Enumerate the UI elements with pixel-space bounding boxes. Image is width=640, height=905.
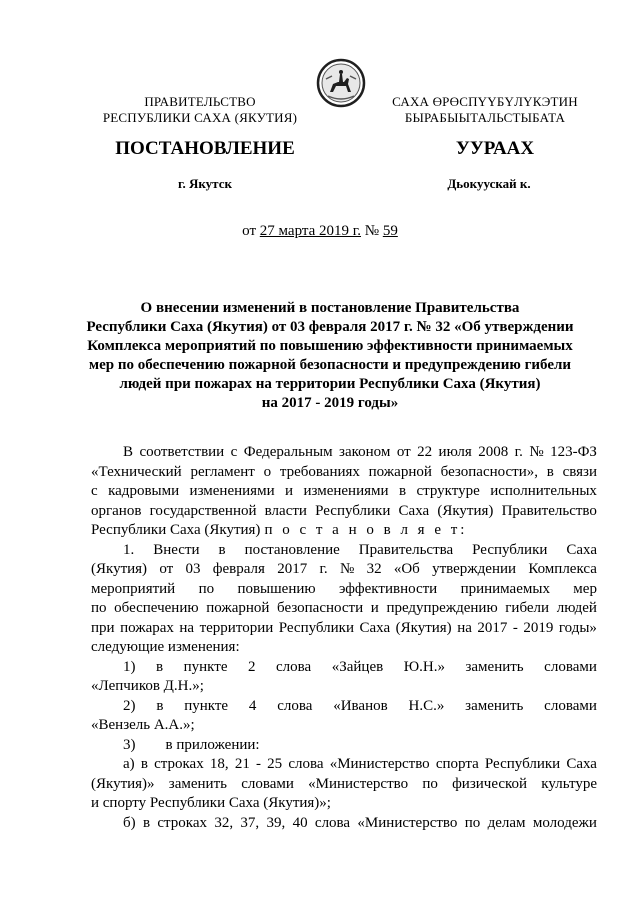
body-word: территории (199, 619, 274, 636)
title-line: людей при пожарах на территории Республики Саха (Якутия) (119, 376, 541, 392)
body-word: (Якутия) (91, 561, 148, 577)
body-word: «Иванов (333, 697, 388, 714)
body-word: Саха (398, 502, 430, 519)
decree-number: 59 (382, 223, 398, 239)
title-line: на 2017 - 2019 годы» (261, 395, 399, 411)
body-word: молодежи (532, 814, 597, 831)
body-word: в (156, 658, 164, 675)
body-word: заменить (168, 775, 227, 792)
body-word: 22 (417, 444, 433, 460)
body-word: февраля (212, 561, 265, 577)
body-word: 2017 (477, 619, 508, 636)
body-word: 39, (266, 814, 286, 831)
body-word: от (396, 444, 411, 460)
body-line (91, 775, 597, 795)
body-word: повышению (237, 580, 316, 597)
body-word: пожарной (206, 600, 270, 616)
body-word: 1. (123, 541, 135, 558)
body-word: регламент (190, 463, 255, 480)
body-word: структуре (416, 483, 480, 499)
body-word: Республики (472, 541, 548, 558)
body-word: 123-ФЗ (550, 444, 597, 460)
body-line (91, 443, 597, 463)
body-word: Правительства (358, 541, 454, 558)
body-line (91, 814, 597, 834)
dateline-prefix: от (242, 223, 257, 239)
body-text-spaced: п о с т а н о в л я е т: (264, 522, 468, 538)
decree-title (80, 299, 580, 413)
body-line (91, 677, 597, 697)
body-word: б) (123, 814, 136, 831)
body-word: 03 (185, 561, 201, 577)
body-text: Республики Саха (Якутия) (91, 522, 261, 538)
body-word: 18, (209, 756, 229, 772)
body-word: предупреждению (386, 600, 498, 616)
body-word: 2) (123, 697, 136, 714)
body-word: с (91, 483, 98, 499)
header-left-line1: ПРАВИТЕЛЬСТВО (144, 94, 256, 109)
city-right: Дьокуускай к. (447, 176, 531, 191)
body-word: (Якутия) (437, 502, 494, 519)
body-word: изменениями (189, 483, 275, 499)
body-word: Саха (566, 756, 597, 772)
body-word: на (179, 619, 195, 636)
body-line (91, 580, 597, 600)
body-word: обеспечению (114, 600, 199, 616)
body-word: (Якутия)» (91, 775, 155, 792)
body-word: в (156, 697, 164, 714)
body-word: Саха (359, 619, 391, 636)
body-word: физической (452, 775, 528, 792)
city-left: г. Якутск (178, 176, 232, 191)
body-word: принимаемых (460, 580, 550, 597)
body-word: 32, (214, 814, 234, 831)
body-word: Республики (484, 756, 561, 772)
body-line (91, 697, 597, 717)
header-right-line1: САХА ӨРӨСПҮҮБҮЛҮКЭТИН (392, 94, 578, 109)
body-word: изменениями (303, 483, 389, 499)
body-line (91, 658, 597, 678)
doctype-right: УУРААХ (455, 138, 535, 159)
body-word: Внести (153, 541, 200, 558)
body-line (91, 736, 597, 756)
body-word: от (159, 561, 174, 577)
body-word: 2019 (523, 619, 554, 636)
body-word: 32 (366, 561, 382, 577)
body-text: 3) (123, 736, 136, 753)
body-word: при (91, 619, 115, 636)
body-word: с (230, 444, 238, 460)
body-line (91, 599, 597, 619)
body-word: спорта (435, 756, 479, 772)
header-right (370, 94, 600, 126)
body-word: эффективности (338, 580, 438, 597)
body-word: в (398, 483, 407, 499)
body-word: слова (277, 697, 313, 714)
body-word: и (285, 483, 294, 499)
body-word: в (546, 463, 554, 480)
body-word: людей (556, 600, 597, 616)
body-line (91, 521, 597, 541)
body-line (91, 619, 597, 639)
header-left (90, 94, 310, 126)
body-word: а) (123, 756, 135, 772)
body-word: пожарной (368, 463, 432, 480)
body-word: постановление (244, 541, 340, 558)
body-word: слова (314, 814, 351, 831)
body-word: «Министерство (308, 775, 409, 792)
body-line (91, 463, 597, 483)
body-word: 1) (123, 658, 136, 675)
body-word: Комплекса (528, 561, 597, 577)
body-text: в приложении: (165, 736, 260, 753)
body-text: и спорту Республики Саха (Якутия)»; (91, 795, 331, 811)
body-word: 21 (234, 756, 250, 772)
body-word: мероприятий (91, 580, 176, 597)
body-word: и (370, 600, 379, 616)
body-word: кадровыми (108, 483, 180, 499)
body-word: заменить (465, 658, 524, 675)
body-word: слова (276, 658, 312, 675)
body-word: словами (544, 697, 597, 714)
title-line: Комплекса мероприятий по повышению эффективности принимаемых (87, 338, 573, 354)
body-word: «Технический (91, 463, 182, 480)
body-word: Республики (278, 619, 354, 636)
body-word: «Министерство (357, 814, 458, 831)
body-line (91, 755, 597, 775)
body-word: пункте (184, 697, 229, 714)
body-word: требованиях (279, 463, 360, 480)
body-word: словами (241, 775, 294, 792)
body-word: № (529, 444, 544, 460)
body-line (91, 794, 597, 814)
body-line (91, 560, 597, 580)
body-line (91, 482, 597, 502)
body-text: «Вензель А.А.»; (91, 717, 195, 733)
body-word: безопасности», (440, 463, 538, 480)
body-word: культуре (541, 775, 597, 792)
coat-of-arms-icon (316, 58, 366, 108)
body-word: слова (288, 756, 324, 772)
body-word: № (339, 561, 355, 577)
body-word: г. (514, 444, 523, 460)
body-line (91, 541, 597, 561)
body-word: делам (487, 814, 526, 831)
title-line: мер по обеспечению пожарной безопасности и предупреждению гибели (88, 357, 572, 373)
body-word: заменить (465, 697, 524, 714)
body-word: В (123, 444, 134, 460)
title-line: Республики Саха (Якутия) от 03 февраля 2017 г. № 32 «Об утверждении (86, 319, 574, 335)
body-word: соответствии (139, 444, 225, 460)
body-word: по (198, 580, 215, 597)
body-word: государственной (149, 502, 257, 519)
body-word: по (91, 600, 107, 616)
body-word: (Якутия) (395, 619, 452, 636)
body-word: по (464, 814, 481, 831)
dateline-number-prefix: № (364, 223, 380, 239)
body-word: мер (573, 580, 597, 597)
body-word: словами (544, 658, 597, 675)
body-word: по (422, 775, 438, 792)
body-word: 4 (248, 697, 257, 714)
body-text: следующие изменения: (91, 639, 240, 655)
body-word: строках (157, 814, 208, 831)
body-word: - (512, 619, 518, 636)
body-word: пункте (183, 658, 228, 675)
body-word: г. (319, 561, 328, 577)
decree-body (91, 443, 597, 833)
body-word: пожарах (120, 619, 174, 636)
body-text: «Лепчиков Д.Н.»; (91, 678, 204, 694)
doctype-left: ПОСТАНОВЛЕНИЕ (115, 138, 295, 159)
body-line (91, 716, 597, 736)
body-word: 2008 (478, 444, 509, 460)
body-word: «Зайцев (331, 658, 384, 675)
body-word: Правительство (501, 502, 597, 519)
body-word: 25 (267, 756, 283, 772)
body-word: власти (264, 502, 307, 519)
body-word: Саха (566, 541, 597, 558)
body-word: в (140, 756, 148, 772)
body-word: Федеральным (243, 444, 333, 460)
title-line: О внесении изменений в постановление Правительства (140, 300, 520, 316)
body-word: безопасности (277, 600, 364, 616)
body-word: в (142, 814, 151, 831)
body-word: о (263, 463, 272, 480)
body-word: органов (91, 502, 142, 519)
body-word: строках (154, 756, 204, 772)
body-word: Республики (315, 502, 391, 519)
body-line (91, 638, 597, 658)
header-right-line2: БЫРАБЫЫТАЛЬСТЫБАТА (404, 110, 566, 125)
body-word: «Министерство (329, 756, 430, 772)
body-line (91, 502, 597, 522)
body-word: связи (562, 463, 597, 480)
body-word: Ю.Н.» (403, 658, 445, 675)
body-word: 2 (248, 658, 256, 675)
body-word: июля (438, 444, 472, 460)
body-word: утверждении (432, 561, 517, 577)
body-word: исполнительных (490, 483, 597, 499)
body-word: на (457, 619, 472, 636)
body-word: гибели (505, 600, 550, 616)
body-word: - (255, 756, 261, 772)
body-word: 37, (240, 814, 260, 831)
body-word: 2017 (277, 561, 308, 577)
body-word: годы» (558, 619, 597, 636)
body-word: Н.С.» (408, 697, 445, 714)
decree-date: 27 марта 2019 г. (259, 223, 361, 239)
body-word: в (218, 541, 226, 558)
header-left-line2: РЕСПУБЛИКИ САХА (ЯКУТИЯ) (102, 110, 298, 125)
decree-dateline (0, 223, 640, 240)
body-word: законом (339, 444, 391, 460)
body-word: «Об (393, 561, 420, 577)
body-word: 40 (292, 814, 308, 831)
